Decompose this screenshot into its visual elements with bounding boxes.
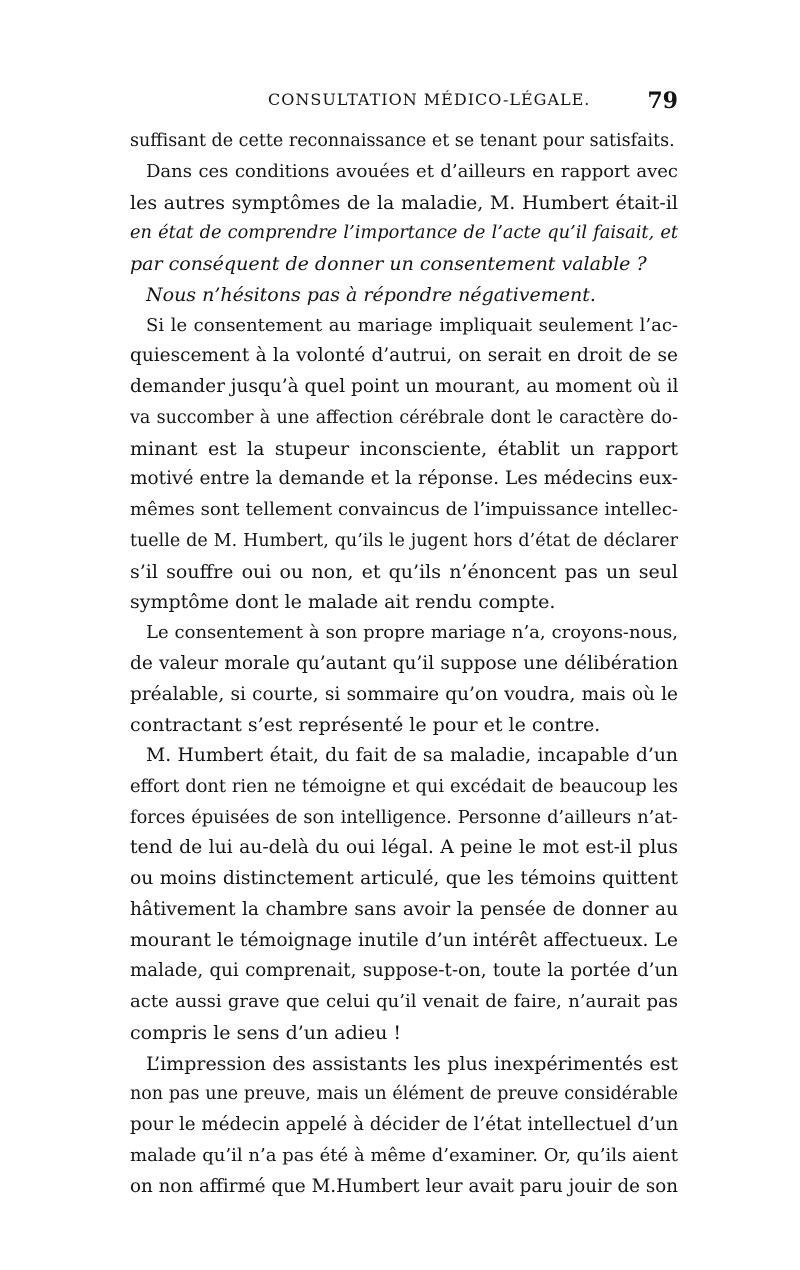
- text-line: M. Humbert était, du fait de sa maladie, incapable d’un: [146, 745, 678, 766]
- text-line: malade, qui comprenait, suppose-t-on, toute la portée d’un: [130, 960, 678, 982]
- text-line: pour le médecin appelé à décider de l’état intellectuel d’un: [130, 1114, 678, 1135]
- text-line: Le consentement à son propre mariage n’a, croyons-nous,: [146, 622, 678, 643]
- text-line: en état de comprendre l’importance de l’acte qu’il faisait, et: [130, 223, 678, 244]
- text-line: Nous n’hésitons pas à répondre négativement.: [146, 283, 596, 306]
- text-line: tuelle de M. Humbert, qu’ils le jugent hors d’état de déclarer: [130, 530, 678, 551]
- text-line: symptôme dont le malade ait rendu compte.: [130, 591, 556, 614]
- text-line: motivé entre la demande et la réponse. Les médecins eux-: [130, 468, 678, 490]
- running-header: [130, 88, 678, 116]
- body-text: [130, 126, 678, 1202]
- text-line: ou moins distinctement articulé, que les témoins quittent: [130, 868, 678, 889]
- text-line: on non affirmé que M.Humbert leur avait paru jouir de son: [130, 1175, 678, 1197]
- header-title: CONSULTATION MÉDICO-LÉGALE.: [268, 90, 591, 109]
- text-line: forces épuisées de son intelligence. Personne d’ailleurs n’at-: [130, 807, 678, 828]
- text-line: compris le sens d’un adieu !: [130, 1021, 402, 1044]
- text-line: les autres symptômes de la maladie, M. Humbert était-il: [130, 191, 678, 214]
- text-line: mourant le témoignage inutile d’un intérêt affectueux. Le: [130, 929, 678, 951]
- text-line: préalable, si courte, si sommaire qu’on voudra, mais où le: [130, 683, 678, 705]
- text-line: par conséquent de donner un consentement valable ?: [130, 253, 647, 275]
- text-line: non pas une preuve, mais un élément de preuve considérable: [130, 1084, 678, 1105]
- text-line: s’il souffre oui ou non, et qu’ils n’énoncent pas un seul: [130, 560, 678, 583]
- text-line: tend de lui au-delà du oui légal. A peine le mot est-il plus: [130, 837, 678, 859]
- text-line: suffisant de cette reconnaissance et se tenant pour satisfaits.: [130, 131, 675, 151]
- text-line: hâtivement la chambre sans avoir la pensée de donner au: [130, 898, 678, 920]
- text-line: L’impression des assistants les plus inexpérimentés est: [146, 1052, 678, 1075]
- text-line: minant est la stupeur inconsciente, établit un rapport: [130, 437, 678, 460]
- text-line: quiescement à la volonté d’autrui, on serait en droit de se: [130, 345, 678, 367]
- text-line: effort dont rien ne témoigne et qui excédait de beaucoup les: [130, 776, 678, 797]
- text-line: acte aussi grave que celui qu’il venait de faire, n’aurait pas: [130, 991, 678, 1012]
- text-line: Si le consentement au mariage impliquait seulement l’ac-: [146, 314, 678, 336]
- text-line: va succomber à une affection cérébrale dont le caractère do-: [130, 407, 678, 428]
- text-line: demander jusqu’à quel point un mourant, au moment où il: [130, 376, 678, 397]
- text-line: Dans ces conditions avouées et d’ailleurs en rapport avec: [146, 160, 678, 182]
- text-line: contractant s’est représenté le pour et le contre.: [130, 714, 601, 737]
- page-number: 79: [647, 88, 678, 114]
- text-line: malade qu’il n’a pas été à même d’examiner. Or, qu’ils aient: [130, 1144, 678, 1166]
- text-line: de valeur morale qu’autant qu’il suppose une délibération: [130, 652, 678, 674]
- text-line: mêmes sont tellement convaincus de l’impuissance intellec-: [130, 499, 678, 520]
